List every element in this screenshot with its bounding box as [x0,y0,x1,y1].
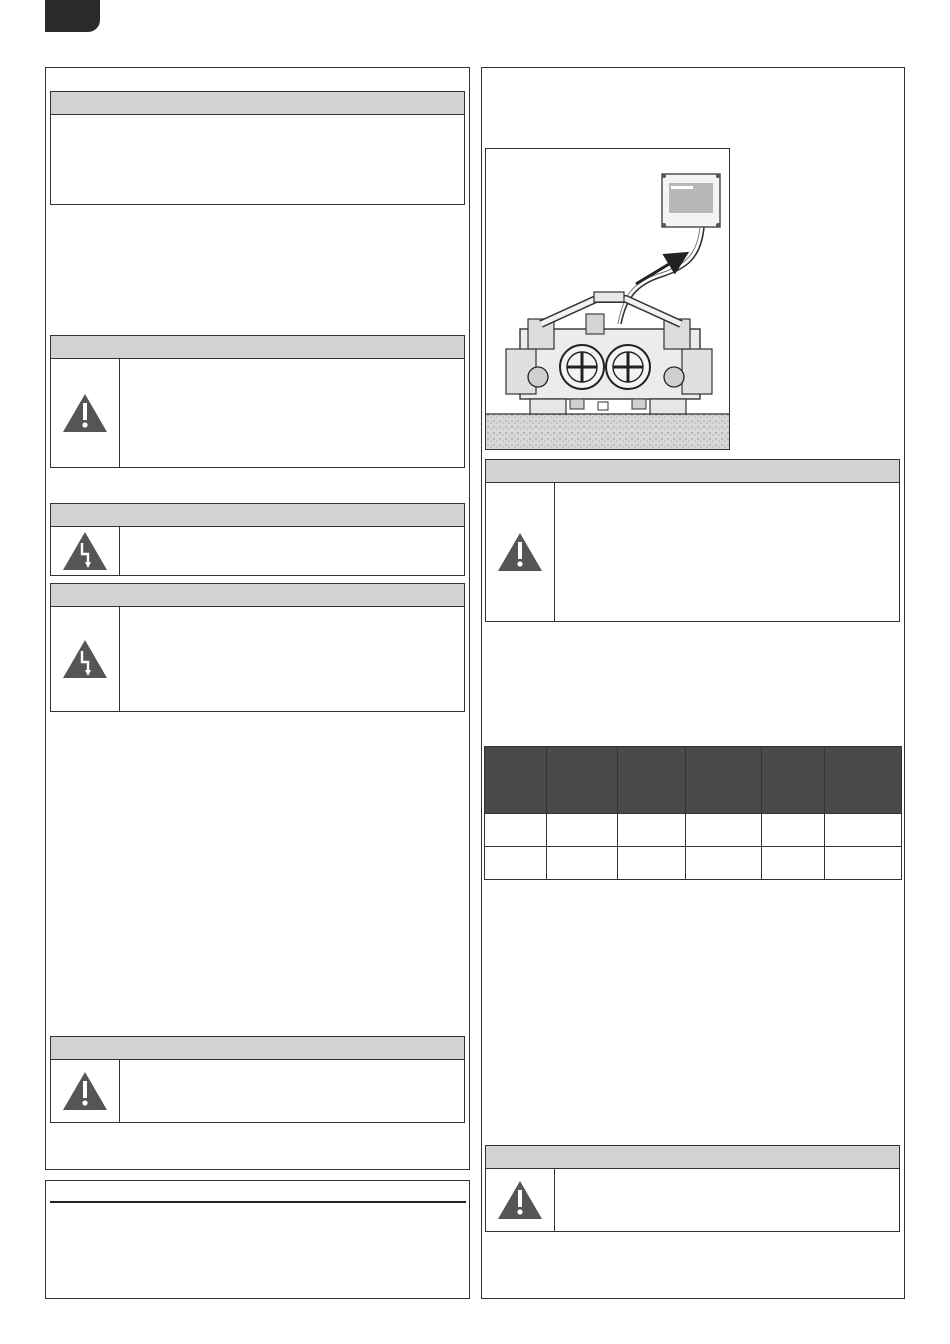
warning-box-2 [50,1036,465,1123]
page-corner-tab [45,0,100,32]
table-cell [686,814,762,847]
electrical-hazard-icon [62,531,108,571]
table-cell [485,814,547,847]
table-cell [825,847,902,880]
table-cell [762,847,825,880]
spec-table-header-row [485,747,902,814]
electric-box-2-header [51,584,464,607]
table-header-cell [618,747,686,814]
table-header-cell [762,747,825,814]
table-header-cell [485,747,547,814]
warning-icon [497,532,543,572]
electrical-hazard-icon [62,639,108,679]
table-cell [618,814,686,847]
table-header-cell [686,747,762,814]
warning-box-2-icon-cell [51,1059,120,1122]
warning-box-3-icon-cell [486,482,555,621]
electric-box-1 [50,503,465,576]
table-cell [547,847,618,880]
electric-box-1-header [51,504,464,527]
table-row [485,814,902,847]
pump-installation-drawing [486,149,730,450]
info-box-1 [50,91,465,205]
warning-icon [497,1180,543,1220]
warning-box-1 [50,335,465,468]
table-cell [618,847,686,880]
warning-icon [62,1071,108,1111]
spec-table [484,746,902,880]
warning-box-3 [485,459,900,622]
table-row [485,847,902,880]
left-bottom-frame [45,1180,470,1299]
table-header-cell [825,747,902,814]
electric-box-2 [50,583,465,712]
warning-box-3-header [486,460,899,483]
electric-box-2-icon-cell [51,606,120,711]
warning-box-1-header [51,336,464,359]
table-cell [762,814,825,847]
warning-box-1-icon-cell [51,358,120,467]
warning-box-4-icon-cell [486,1168,555,1231]
warning-box-4-header [486,1146,899,1169]
warning-box-4 [485,1145,900,1232]
table-cell [686,847,762,880]
table-cell [485,847,547,880]
info-box-1-header [51,92,464,115]
table-cell [547,814,618,847]
electric-box-1-icon-cell [51,526,120,575]
table-cell [825,814,902,847]
warning-box-2-header [51,1037,464,1060]
table-header-cell [547,747,618,814]
installation-figure [485,148,730,450]
section-divider [50,1201,466,1203]
warning-icon [62,393,108,433]
